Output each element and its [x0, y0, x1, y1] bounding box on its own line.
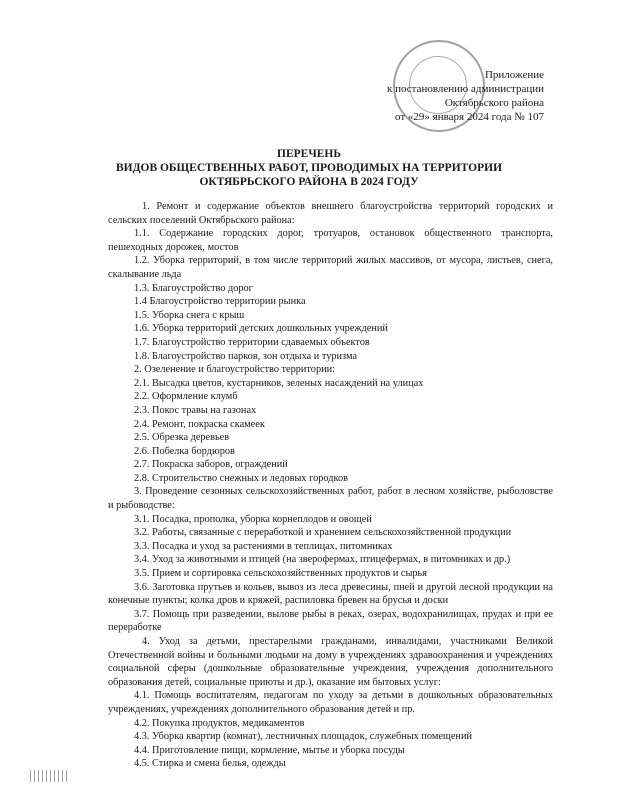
- list-item: 3.2. Работы, связанные с переработкой и хранением сельскохозяйственной продукции: [134, 527, 512, 539]
- list-item: 1.8. Благоустройство парков, зон отдыха и туризма: [134, 350, 357, 362]
- scan-specks: [30, 770, 70, 782]
- document-body: [108, 200, 553, 771]
- list-item: 3.5. Прием и сортировка сельскохозяйственных продуктов и сырья: [134, 568, 427, 580]
- title-line: ОКТЯБРЬСКОГО РАЙОНА В 2024 ГОДУ: [199, 176, 419, 188]
- header-line: к постановлению администрации: [387, 83, 544, 95]
- list-item: 3.7. Помощь при разведении, вылове рыбы в реках, озерах, водохранилищах, прудах и при ее переработке: [108, 608, 553, 634]
- list-item: 2.3. Покос травы на газонах: [134, 404, 257, 416]
- list-item: 1.5. Уборка снега с крыш: [134, 309, 245, 321]
- title-line: ПЕРЕЧЕНЬ: [277, 148, 341, 160]
- list-item: 1.4 Благоустройство территории рынка: [134, 296, 306, 308]
- list-item: 4.4. Приготовление пищи, кормление, мытье и уборка посуды: [134, 744, 405, 756]
- list-item: 2.6. Побелка бордюров: [134, 445, 235, 457]
- list-item: 2.8. Строительство снежных и ледовых городков: [134, 472, 348, 484]
- list-item: 1. Ремонт и содержание объектов внешнего благоустройства территорий городских и сельских поселений Октябрьского района:: [108, 201, 553, 226]
- list-item: 1.2. Уборка территорий, в том числе территорий жилых массивов, от мусора, листьев, снега, скалывание льда: [108, 255, 553, 280]
- list-item: 3.4. Уход за животными и птицей (на зверофермах, птицефермах, в питомниках и др.): [134, 554, 511, 566]
- list-item: 1.3. Благоустройство дорог: [134, 282, 253, 294]
- list-item: 4. Уход за детьми, престарелыми гражданами, инвалидами, участниками Великой Отечественной войны и больными людьми на дому в учреждениях здравоохранения и учреждениях социальной сферы (дошкольные образовательные учреждения, учреждения дополнительного образования детей, социальные приюты и др.), оказание им бытовых услуг:: [108, 636, 553, 688]
- list-item: 2.7. Покраска заборов, ограждений: [134, 459, 288, 471]
- title-line: ВИДОВ ОБЩЕСТВЕННЫХ РАБОТ, ПРОВОДИМЫХ НА ТЕРРИТОРИИ: [115, 162, 503, 174]
- approval-header: [387, 68, 544, 124]
- document-title: [0, 147, 618, 189]
- list-item: 4.3. Уборка квартир (комнат), лестничных площадок, служебных помещений: [134, 731, 472, 743]
- list-item: 2.1. Высадка цветов, кустарников, зеленых насаждений на улицах: [134, 377, 424, 389]
- list-item: 3.1. Посадка, прополка, уборка корнеплодов и овощей: [134, 513, 372, 525]
- list-item: 4.5. Стирка и смена белья, одежды: [134, 758, 286, 770]
- list-item: 1.1. Содержание городских дорог, тротуаров, остановок общественного транспорта, пешеходных дорожек, мостов: [108, 228, 553, 253]
- list-item: 3.3. Посадка и уход за растениями в теплицах, питомниках: [134, 540, 393, 552]
- list-item: 1.6. Уборка территорий детских дошкольных учреждений: [134, 323, 388, 335]
- list-item: 2.5. Обрезка деревьев: [134, 432, 230, 444]
- header-line: от «29» января 2024 года № 107: [395, 111, 544, 123]
- list-item: 2.2. Оформление клумб: [134, 391, 238, 403]
- header-line: Приложение: [484, 69, 544, 81]
- list-item: 4.1. Помощь воспитателям, педагогам по уходу за детьми в дошкольных образовательных учреждениях, учреждениях дополнительного образования детей и пр.: [108, 690, 553, 715]
- list-item: 2.4. Ремонт, покраска скамеек: [134, 418, 265, 430]
- list-item: 2. Озеленение и благоустройство территории:: [134, 364, 335, 376]
- list-item: 4.2. Покупка продуктов, медикаментов: [134, 717, 305, 729]
- list-item: 3.6. Заготовка прутьев и кольев, вывоз из леса древесины, пней и другой лесной продукции на конечные пункты; колка дров и кряжей, распиловка бревен на брусья и доски: [108, 581, 553, 607]
- header-line: Октябрьского района: [444, 97, 544, 109]
- list-item: 1.7. Благоустройство территории сдаваемых объектов: [134, 336, 370, 348]
- list-item: 3. Проведение сезонных сельскохозяйственных работ, работ в лесном хозяйстве, рыболовстве и рыбоводстве:: [108, 486, 553, 512]
